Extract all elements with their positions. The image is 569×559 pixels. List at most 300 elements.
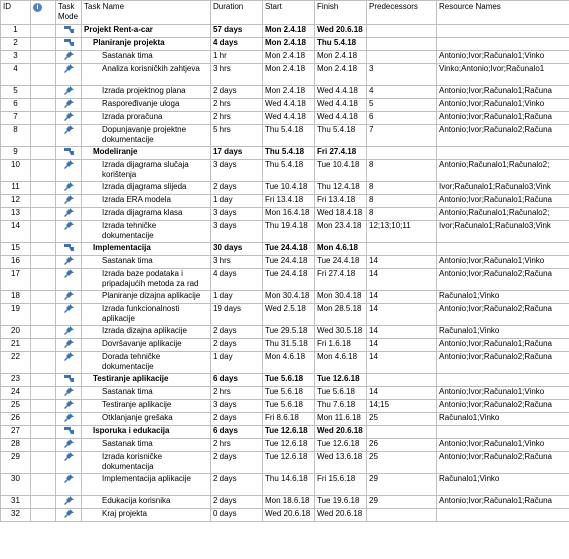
task-finish-cell[interactable]: Mon 4.6.18 [315,352,367,374]
task-duration-cell[interactable]: 2 hrs [211,99,263,112]
task-duration-cell[interactable]: 4 days [211,38,263,51]
task-mode-cell[interactable] [56,339,82,352]
task-start-cell[interactable]: Thu 5.4.18 [263,125,315,147]
col-header-task-name[interactable]: Task Name [82,1,211,25]
task-resources-cell[interactable]: Antonio;Ivor;Računalo2;Računa [437,269,569,291]
task-duration-cell[interactable]: 2 days [211,182,263,195]
task-resources-cell[interactable]: Antonio;Ivor;Računalo1;Vinko [437,51,569,64]
task-id-cell[interactable]: 31 [1,496,31,509]
col-header-info[interactable] [31,1,56,25]
task-id-cell[interactable]: 1 [1,25,31,38]
task-predecessors-cell[interactable]: 8 [367,208,437,221]
task-row[interactable] [1,195,569,208]
task-duration-cell[interactable]: 2 hrs [211,439,263,452]
task-predecessors-cell[interactable] [367,426,437,439]
task-name-cell[interactable] [82,474,211,496]
task-id-cell[interactable]: 18 [1,291,31,304]
task-mode-cell[interactable] [56,147,82,160]
task-predecessors-cell[interactable]: 7 [367,125,437,147]
task-indicator-cell[interactable] [31,208,56,221]
summary-task-row[interactable] [1,38,569,51]
task-mode-cell[interactable] [56,243,82,256]
task-finish-cell[interactable]: Fri 1.6.18 [315,339,367,352]
task-predecessors-cell[interactable]: 6 [367,112,437,125]
task-resources-cell[interactable]: Računalo1;Vinko [437,474,569,496]
task-start-cell[interactable]: Mon 16.4.18 [263,208,315,221]
task-predecessors-cell[interactable]: 14 [367,326,437,339]
summary-task-row[interactable] [1,243,569,256]
task-predecessors-cell[interactable]: 12;13;10;11 [367,221,437,243]
task-finish-cell[interactable]: Fri 27.4.18 [315,269,367,291]
task-duration-cell[interactable]: 2 days [211,413,263,426]
task-id-cell[interactable]: 6 [1,99,31,112]
task-name-cell[interactable] [82,125,211,147]
task-finish-cell[interactable]: Tue 12.6.18 [315,374,367,387]
task-mode-cell[interactable] [56,400,82,413]
task-finish-cell[interactable]: Fri 15.6.18 [315,474,367,496]
task-resources-cell[interactable]: Vinko;Antonio;Ivor;Računalo1 [437,64,569,86]
task-resources-cell[interactable]: Računalo1;Vinko [437,413,569,426]
task-start-cell[interactable]: Thu 31.5.18 [263,339,315,352]
task-row[interactable] [1,509,569,522]
task-id-cell[interactable]: 5 [1,86,31,99]
task-finish-cell[interactable]: Tue 24.4.18 [315,256,367,269]
task-row[interactable] [1,291,569,304]
task-finish-cell[interactable]: Wed 18.4.18 [315,208,367,221]
task-predecessors-cell[interactable]: 25 [367,413,437,426]
task-mode-cell[interactable] [56,439,82,452]
task-predecessors-cell[interactable]: 14 [367,387,437,400]
task-start-cell[interactable]: Tue 12.6.18 [263,439,315,452]
task-indicator-cell[interactable] [31,387,56,400]
task-start-cell[interactable]: Mon 4.6.18 [263,352,315,374]
task-indicator-cell[interactable] [31,25,56,38]
task-id-cell[interactable]: 32 [1,509,31,522]
col-header-id[interactable]: ID [1,1,31,25]
task-finish-cell[interactable]: Mon 2.4.18 [315,64,367,86]
task-mode-cell[interactable] [56,208,82,221]
task-predecessors-cell[interactable]: 8 [367,195,437,208]
task-start-cell[interactable]: Mon 2.4.18 [263,25,315,38]
task-indicator-cell[interactable] [31,256,56,269]
task-mode-cell[interactable] [56,38,82,51]
task-id-cell[interactable]: 26 [1,413,31,426]
task-indicator-cell[interactable] [31,99,56,112]
task-row[interactable] [1,221,569,243]
task-id-cell[interactable]: 14 [1,221,31,243]
task-name-cell[interactable] [82,304,211,326]
task-mode-cell[interactable] [56,86,82,99]
task-finish-cell[interactable]: Wed 4.4.18 [315,99,367,112]
task-name-cell[interactable] [82,439,211,452]
task-resources-cell[interactable]: Antonio;Ivor;Računalo1;Računa [437,112,569,125]
task-duration-cell[interactable]: 2 days [211,452,263,474]
task-indicator-cell[interactable] [31,86,56,99]
task-mode-cell[interactable] [56,221,82,243]
task-name-cell[interactable] [82,413,211,426]
task-mode-cell[interactable] [56,304,82,326]
task-row[interactable] [1,112,569,125]
task-duration-cell[interactable]: 3 days [211,160,263,182]
task-start-cell[interactable]: Wed 4.4.18 [263,112,315,125]
task-resources-cell[interactable]: Antonio;Ivor;Računalo1;Vinko [437,387,569,400]
task-start-cell[interactable]: Mon 2.4.18 [263,86,315,99]
task-predecessors-cell[interactable]: 14 [367,304,437,326]
task-indicator-cell[interactable] [31,64,56,86]
task-start-cell[interactable]: Mon 2.4.18 [263,51,315,64]
task-mode-cell[interactable] [56,256,82,269]
task-mode-cell[interactable] [56,291,82,304]
task-finish-cell[interactable]: Thu 12.4.18 [315,182,367,195]
task-start-cell[interactable]: Tue 24.4.18 [263,243,315,256]
task-mode-cell[interactable] [56,51,82,64]
summary-task-row[interactable] [1,25,569,38]
task-id-cell[interactable]: 9 [1,147,31,160]
task-resources-cell[interactable]: Antonio;Ivor;Računalo2;Računa [437,352,569,374]
task-finish-cell[interactable]: Tue 19.6.18 [315,496,367,509]
task-predecessors-cell[interactable] [367,509,437,522]
col-header-task-mode[interactable]: Task Mode [56,1,82,25]
task-predecessors-cell[interactable]: 4 [367,86,437,99]
task-start-cell[interactable]: Wed 4.4.18 [263,99,315,112]
task-duration-cell[interactable]: 6 days [211,426,263,439]
task-finish-cell[interactable]: Fri 13.4.18 [315,195,367,208]
task-name-cell[interactable] [82,51,211,64]
task-resources-cell[interactable]: Antonio;Ivor;Računalo1;Računa [437,195,569,208]
task-indicator-cell[interactable] [31,413,56,426]
task-id-cell[interactable]: 12 [1,195,31,208]
task-predecessors-cell[interactable] [367,51,437,64]
task-id-cell[interactable]: 17 [1,269,31,291]
task-duration-cell[interactable]: 57 days [211,25,263,38]
task-row[interactable] [1,352,569,374]
task-row[interactable] [1,208,569,221]
task-start-cell[interactable]: Wed 2.5.18 [263,304,315,326]
task-duration-cell[interactable]: 17 days [211,147,263,160]
task-duration-cell[interactable]: 5 hrs [211,125,263,147]
task-resources-cell[interactable]: Antonio;Ivor;Računalo1;Računa [437,339,569,352]
task-predecessors-cell[interactable]: 25 [367,452,437,474]
task-start-cell[interactable]: Fri 8.6.18 [263,413,315,426]
task-name-cell[interactable] [82,326,211,339]
task-name-cell[interactable] [82,339,211,352]
task-resources-cell[interactable] [437,25,569,38]
task-finish-cell[interactable]: Wed 20.6.18 [315,509,367,522]
task-name-cell[interactable] [82,256,211,269]
task-mode-cell[interactable] [56,99,82,112]
task-duration-cell[interactable]: 2 days [211,326,263,339]
task-resources-cell[interactable]: Antonio;Računalo1;Računalo2; [437,208,569,221]
task-name-cell[interactable] [82,221,211,243]
task-id-cell[interactable]: 16 [1,256,31,269]
task-start-cell[interactable]: Thu 19.4.18 [263,221,315,243]
task-start-cell[interactable]: Thu 14.6.18 [263,474,315,496]
task-indicator-cell[interactable] [31,400,56,413]
task-start-cell[interactable]: Tue 29.5.18 [263,326,315,339]
task-indicator-cell[interactable] [31,221,56,243]
task-duration-cell[interactable]: 2 hrs [211,112,263,125]
task-finish-cell[interactable]: Wed 4.4.18 [315,112,367,125]
col-header-resource-names[interactable]: Resource Names [437,1,569,25]
task-name-cell[interactable] [82,269,211,291]
task-start-cell[interactable]: Mon 2.4.18 [263,38,315,51]
task-indicator-cell[interactable] [31,439,56,452]
task-duration-cell[interactable]: 4 days [211,269,263,291]
task-resources-cell[interactable]: Antonio;Ivor;Računalo1;Vinko [437,439,569,452]
task-duration-cell[interactable]: 2 days [211,474,263,496]
task-duration-cell[interactable]: 1 day [211,352,263,374]
task-resources-cell[interactable]: Ivor;Računalo1;Računalo3;Vink [437,182,569,195]
task-duration-cell[interactable]: 19 days [211,304,263,326]
task-start-cell[interactable]: Tue 5.6.18 [263,400,315,413]
task-resources-cell[interactable] [437,38,569,51]
task-indicator-cell[interactable] [31,426,56,439]
task-indicator-cell[interactable] [31,182,56,195]
task-id-cell[interactable]: 11 [1,182,31,195]
col-header-duration[interactable]: Duration [211,1,263,25]
task-resources-cell[interactable] [437,509,569,522]
task-row[interactable] [1,125,569,147]
task-id-cell[interactable]: 8 [1,125,31,147]
task-predecessors-cell[interactable]: 14;15 [367,400,437,413]
task-finish-cell[interactable]: Tue 10.4.18 [315,160,367,182]
task-name-cell[interactable] [82,25,211,38]
task-name-cell[interactable] [82,64,211,86]
task-predecessors-cell[interactable]: 14 [367,256,437,269]
task-row[interactable] [1,496,569,509]
task-mode-cell[interactable] [56,326,82,339]
task-finish-cell[interactable]: Mon 11.6.18 [315,413,367,426]
task-indicator-cell[interactable] [31,291,56,304]
task-start-cell[interactable]: Tue 5.6.18 [263,387,315,400]
task-indicator-cell[interactable] [31,452,56,474]
summary-task-row[interactable] [1,147,569,160]
task-predecessors-cell[interactable]: 8 [367,182,437,195]
task-name-cell[interactable] [82,243,211,256]
task-resources-cell[interactable] [437,243,569,256]
task-name-cell[interactable] [82,452,211,474]
task-duration-cell[interactable]: 1 day [211,291,263,304]
task-id-cell[interactable]: 3 [1,51,31,64]
task-indicator-cell[interactable] [31,326,56,339]
task-name-cell[interactable] [82,112,211,125]
task-finish-cell[interactable]: Fri 27.4.18 [315,147,367,160]
task-predecessors-cell[interactable]: 14 [367,352,437,374]
task-finish-cell[interactable]: Wed 20.6.18 [315,25,367,38]
task-start-cell[interactable]: Tue 10.4.18 [263,182,315,195]
task-name-cell[interactable] [82,195,211,208]
task-resources-cell[interactable]: Računalo1;Vinko [437,291,569,304]
task-duration-cell[interactable]: 2 days [211,496,263,509]
task-indicator-cell[interactable] [31,125,56,147]
task-finish-cell[interactable]: Wed 30.5.18 [315,326,367,339]
task-row[interactable] [1,474,569,496]
task-start-cell[interactable]: Tue 12.6.18 [263,426,315,439]
task-row[interactable] [1,269,569,291]
task-resources-cell[interactable]: Računalo1;Vinko [437,326,569,339]
task-start-cell[interactable]: Tue 24.4.18 [263,269,315,291]
task-indicator-cell[interactable] [31,374,56,387]
task-predecessors-cell[interactable]: 14 [367,269,437,291]
task-name-cell[interactable] [82,509,211,522]
task-id-cell[interactable]: 2 [1,38,31,51]
task-mode-cell[interactable] [56,25,82,38]
task-duration-cell[interactable]: 2 hrs [211,387,263,400]
task-finish-cell[interactable]: Thu 5.4.18 [315,125,367,147]
task-mode-cell[interactable] [56,112,82,125]
task-mode-cell[interactable] [56,509,82,522]
task-mode-cell[interactable] [56,182,82,195]
task-start-cell[interactable]: Tue 12.6.18 [263,452,315,474]
task-row[interactable] [1,182,569,195]
task-mode-cell[interactable] [56,125,82,147]
task-predecessors-cell[interactable] [367,147,437,160]
task-resources-cell[interactable]: Antonio;Računalo1;Računalo2; [437,160,569,182]
task-finish-cell[interactable]: Mon 28.5.18 [315,304,367,326]
task-id-cell[interactable]: 7 [1,112,31,125]
task-start-cell[interactable]: Wed 20.6.18 [263,509,315,522]
task-row[interactable] [1,64,569,86]
task-duration-cell[interactable]: 3 hrs [211,64,263,86]
task-row[interactable] [1,387,569,400]
task-name-cell[interactable] [82,208,211,221]
task-indicator-cell[interactable] [31,112,56,125]
task-mode-cell[interactable] [56,269,82,291]
task-id-cell[interactable]: 15 [1,243,31,256]
task-id-cell[interactable]: 24 [1,387,31,400]
task-mode-cell[interactable] [56,474,82,496]
task-finish-cell[interactable]: Wed 4.4.18 [315,86,367,99]
task-duration-cell[interactable]: 2 days [211,339,263,352]
task-indicator-cell[interactable] [31,352,56,374]
task-row[interactable] [1,51,569,64]
task-name-cell[interactable] [82,291,211,304]
task-duration-cell[interactable]: 0 days [211,509,263,522]
task-name-cell[interactable] [82,387,211,400]
task-id-cell[interactable]: 22 [1,352,31,374]
task-row[interactable] [1,400,569,413]
task-predecessors-cell[interactable]: 26 [367,439,437,452]
task-mode-cell[interactable] [56,160,82,182]
task-resources-cell[interactable]: Antonio;Ivor;Računalo1;Vinko [437,256,569,269]
task-mode-cell[interactable] [56,387,82,400]
task-row[interactable] [1,326,569,339]
task-resources-cell[interactable]: Antonio;Ivor;Računalo1;Vinko [437,99,569,112]
task-mode-cell[interactable] [56,452,82,474]
summary-task-row[interactable] [1,374,569,387]
task-row[interactable] [1,304,569,326]
task-predecessors-cell[interactable]: 5 [367,99,437,112]
task-row[interactable] [1,160,569,182]
task-duration-cell[interactable]: 6 days [211,374,263,387]
task-resources-cell[interactable]: Antonio;Ivor;Računalo2;Računa [437,452,569,474]
task-duration-cell[interactable]: 3 days [211,208,263,221]
task-start-cell[interactable]: Tue 24.4.18 [263,256,315,269]
task-indicator-cell[interactable] [31,51,56,64]
task-indicator-cell[interactable] [31,269,56,291]
task-duration-cell[interactable]: 1 day [211,195,263,208]
task-name-cell[interactable] [82,400,211,413]
task-row[interactable] [1,413,569,426]
task-id-cell[interactable]: 29 [1,452,31,474]
task-finish-cell[interactable]: Thu 7.6.18 [315,400,367,413]
task-predecessors-cell[interactable]: 8 [367,160,437,182]
task-indicator-cell[interactable] [31,304,56,326]
task-name-cell[interactable] [82,86,211,99]
task-resources-cell[interactable]: Antonio;Ivor;Računalo2;Računa [437,125,569,147]
task-row[interactable] [1,86,569,99]
task-duration-cell[interactable]: 30 days [211,243,263,256]
task-mode-cell[interactable] [56,352,82,374]
task-id-cell[interactable]: 13 [1,208,31,221]
task-name-cell[interactable] [82,426,211,439]
task-mode-cell[interactable] [56,426,82,439]
task-finish-cell[interactable]: Mon 23.4.18 [315,221,367,243]
task-resources-cell[interactable]: Antonio;Ivor;Računalo2;Računa [437,400,569,413]
task-name-cell[interactable] [82,38,211,51]
task-finish-cell[interactable]: Mon 30.4.18 [315,291,367,304]
task-finish-cell[interactable]: Wed 13.6.18 [315,452,367,474]
task-indicator-cell[interactable] [31,243,56,256]
task-row[interactable] [1,99,569,112]
task-id-cell[interactable]: 21 [1,339,31,352]
task-mode-cell[interactable] [56,413,82,426]
task-duration-cell[interactable]: 3 days [211,400,263,413]
task-finish-cell[interactable]: Mon 4.6.18 [315,243,367,256]
task-name-cell[interactable] [82,496,211,509]
task-mode-cell[interactable] [56,374,82,387]
task-resources-cell[interactable]: Antonio;Ivor;Računalo1;Računa [437,86,569,99]
task-duration-cell[interactable]: 1 hr [211,51,263,64]
task-start-cell[interactable]: Mon 30.4.18 [263,291,315,304]
task-resources-cell[interactable]: Antonio;Ivor;Računalo1;Računa [437,496,569,509]
task-row[interactable] [1,452,569,474]
task-row[interactable] [1,339,569,352]
task-id-cell[interactable]: 4 [1,64,31,86]
task-resources-cell[interactable] [437,426,569,439]
task-finish-cell[interactable]: Tue 12.6.18 [315,439,367,452]
task-indicator-cell[interactable] [31,509,56,522]
task-indicator-cell[interactable] [31,496,56,509]
task-resources-cell[interactable]: Antonio;Ivor;Računalo2;Računa [437,304,569,326]
task-name-cell[interactable] [82,99,211,112]
task-name-cell[interactable] [82,374,211,387]
task-mode-cell[interactable] [56,64,82,86]
task-predecessors-cell[interactable]: 29 [367,474,437,496]
task-finish-cell[interactable]: Wed 20.6.18 [315,426,367,439]
task-resources-cell[interactable] [437,374,569,387]
task-resources-cell[interactable]: Ivor;Računalo1;Računalo3;Vink [437,221,569,243]
task-indicator-cell[interactable] [31,147,56,160]
task-name-cell[interactable] [82,182,211,195]
task-predecessors-cell[interactable]: 3 [367,64,437,86]
task-name-cell[interactable] [82,147,211,160]
task-name-cell[interactable] [82,160,211,182]
task-id-cell[interactable]: 20 [1,326,31,339]
task-row[interactable] [1,256,569,269]
task-predecessors-cell[interactable]: 14 [367,339,437,352]
task-predecessors-cell[interactable] [367,243,437,256]
task-indicator-cell[interactable] [31,160,56,182]
task-id-cell[interactable]: 30 [1,474,31,496]
task-start-cell[interactable]: Thu 5.4.18 [263,160,315,182]
task-predecessors-cell[interactable]: 29 [367,496,437,509]
task-id-cell[interactable]: 25 [1,400,31,413]
task-predecessors-cell[interactable] [367,25,437,38]
task-duration-cell[interactable]: 3 days [211,221,263,243]
col-header-predecessors[interactable]: Predecessors [367,1,437,25]
task-indicator-cell[interactable] [31,339,56,352]
